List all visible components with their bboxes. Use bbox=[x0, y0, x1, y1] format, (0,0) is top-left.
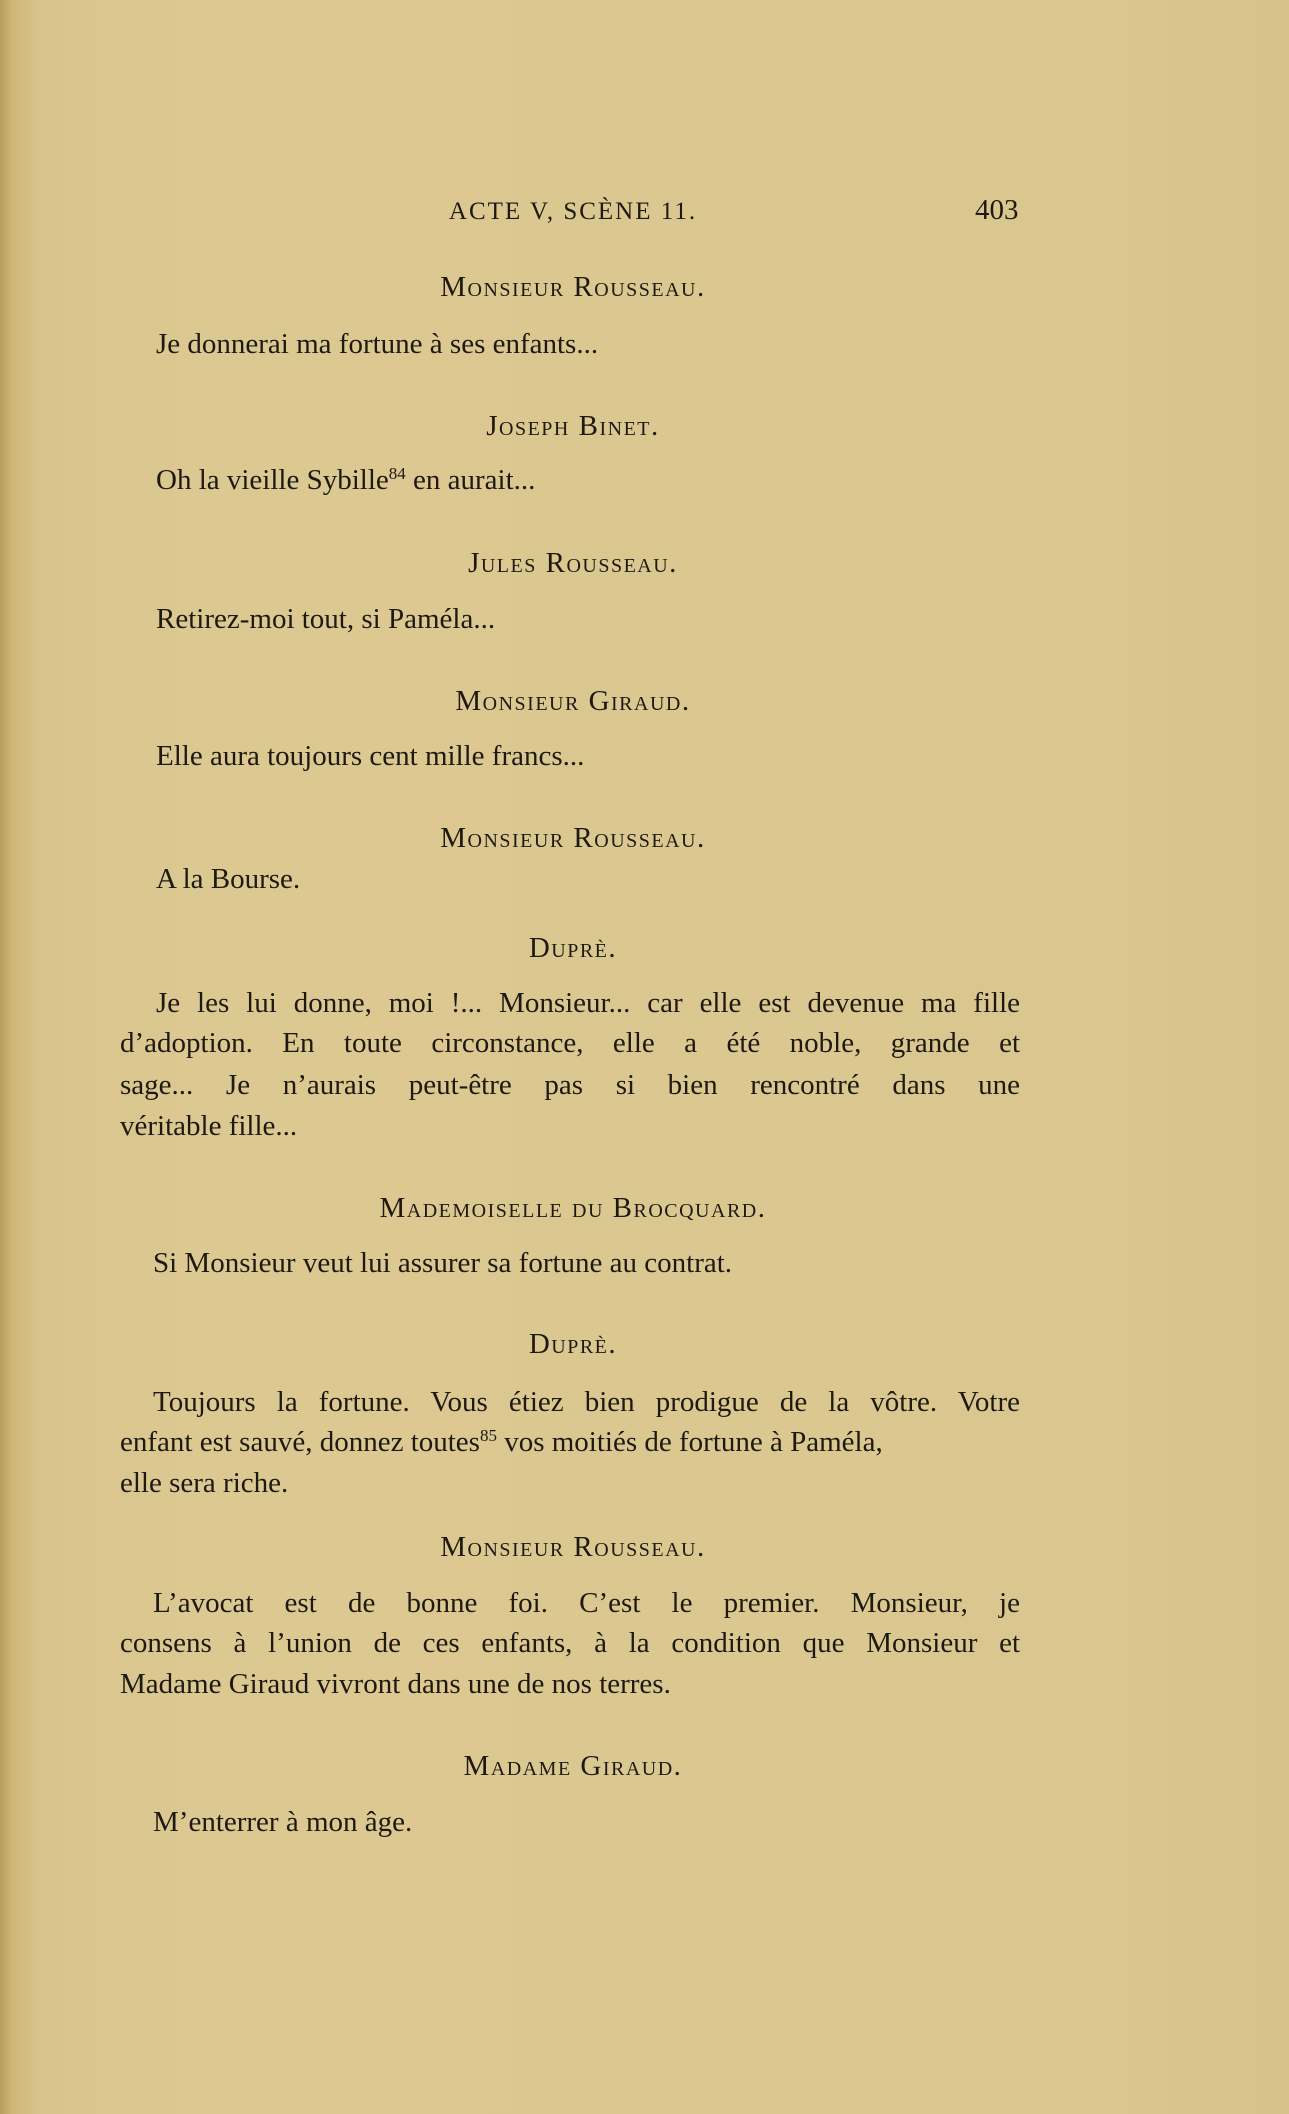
dialogue-text: Oh la vieille Sybille bbox=[156, 464, 389, 496]
dialogue-text: vos moitiés de fortune à Paméla, bbox=[496, 1426, 883, 1458]
dialogue-line: elle sera riche. bbox=[120, 1467, 289, 1499]
dialogue-line: Retirez-moi tout, si Paméla... bbox=[156, 603, 496, 635]
speaker-name: Joseph Binet. bbox=[486, 410, 660, 442]
page-number: 403 bbox=[975, 194, 1019, 226]
dialogue-line: sage... Je n’aurais peut-être pas si bien rencontré dans une bbox=[120, 1069, 1020, 1101]
footnote-ref[interactable]: 84 bbox=[388, 464, 406, 483]
dialogue-line: A la Bourse. bbox=[156, 863, 301, 895]
dialogue-line: M’enterrer à mon âge. bbox=[153, 1806, 413, 1838]
speaker-name: Monsieur Rousseau. bbox=[440, 1531, 706, 1563]
speaker-name: Monsieur Giraud. bbox=[455, 685, 691, 717]
speaker-name: Duprè. bbox=[528, 1328, 618, 1360]
dialogue-line: Je les lui donne, moi !... Monsieur... car elle est devenue ma fille bbox=[156, 987, 1020, 1019]
dialogue-line: véritable fille... bbox=[120, 1110, 298, 1142]
dialogue-text: enfant est sauvé, donnez toutes bbox=[120, 1426, 480, 1458]
dialogue-line: Madame Giraud vivront dans une de nos terres. bbox=[120, 1668, 671, 1700]
dialogue-text: en aurait... bbox=[405, 464, 536, 496]
dialogue-line: L’avocat est de bonne foi. C’est le premier. Monsieur, je bbox=[153, 1587, 1020, 1619]
dialogue-line bbox=[120, 1422, 883, 1462]
speaker-name: Monsieur Rousseau. bbox=[440, 822, 706, 854]
dialogue-line: Si Monsieur veut lui assurer sa fortune au contrat. bbox=[153, 1247, 733, 1279]
running-header: ACTE V, SCÈNE 11. bbox=[448, 198, 698, 225]
speaker-name: Duprè. bbox=[528, 932, 618, 964]
dialogue-line: Elle aura toujours cent mille francs... bbox=[156, 740, 585, 772]
dialogue-line: d’adoption. En toute circonstance, elle a été noble, grande et bbox=[120, 1027, 1020, 1059]
dialogue-line: Je donnerai ma fortune à ses enfants... bbox=[156, 328, 599, 360]
speaker-name: Mademoiselle du Brocquard. bbox=[379, 1192, 767, 1224]
dialogue-line bbox=[156, 460, 535, 500]
speaker-name: Monsieur Rousseau. bbox=[440, 271, 706, 303]
speaker-name: Madame Giraud. bbox=[463, 1750, 683, 1782]
dialogue-line: consens à l’union de ces enfants, à la condition que Monsieur et bbox=[120, 1627, 1020, 1659]
speaker-name: Jules Rousseau. bbox=[468, 547, 678, 579]
footnote-ref[interactable]: 85 bbox=[479, 1426, 497, 1445]
dialogue-line: Toujours la fortune. Vous étiez bien prodigue de la vôtre. Votre bbox=[153, 1386, 1020, 1418]
